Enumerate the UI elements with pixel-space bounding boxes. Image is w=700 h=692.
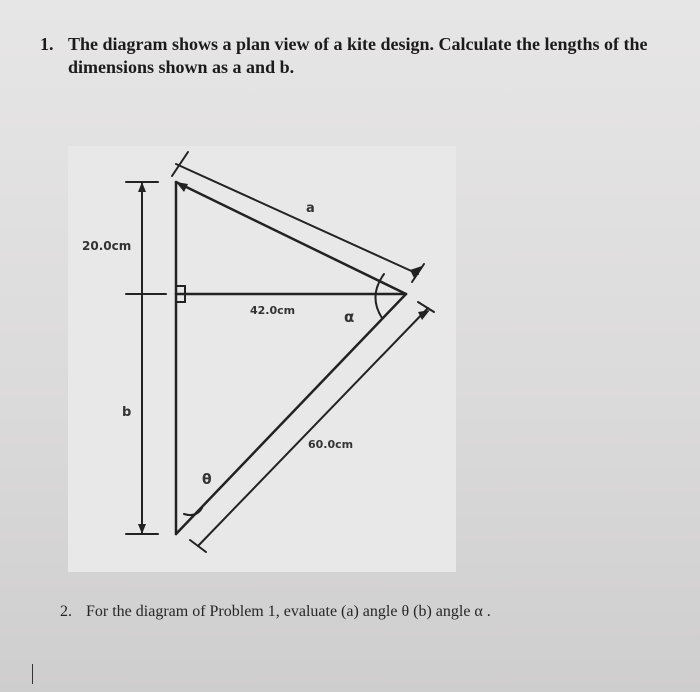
label-20cm: 20.0cm xyxy=(82,239,132,253)
label-42cm: 42.0cm xyxy=(250,304,296,317)
arrowhead-60-end xyxy=(418,310,430,320)
label-60cm: 60.0cm xyxy=(308,438,354,451)
label-alpha: α xyxy=(344,308,355,326)
arrowhead-top xyxy=(176,182,188,192)
dimension-a-tick-start xyxy=(172,152,188,176)
dimension-60-tick-start xyxy=(190,540,206,552)
arrowhead-vertical-top xyxy=(138,182,146,192)
question-2-text: For the diagram of Problem 1, evaluate (a) angle θ (b) angle α . xyxy=(86,603,491,620)
label-b: b xyxy=(122,405,132,420)
question-1-text: The diagram shows a plan view of a kite design. Calculate the lengths of the dimensions shown as a and b. xyxy=(68,34,648,77)
kite-diagram-svg xyxy=(68,146,456,572)
dimension-line-a xyxy=(176,164,418,274)
label-theta: θ xyxy=(202,472,212,488)
label-a: a xyxy=(306,201,315,216)
question-1-number: 1. xyxy=(40,34,54,54)
kite-upper-edge xyxy=(176,182,406,294)
kite-diagram xyxy=(68,146,456,572)
kite-lower-edge xyxy=(176,294,406,534)
arrowhead-vertical-bottom xyxy=(138,524,146,534)
dimension-line-60 xyxy=(198,308,428,546)
text-cursor xyxy=(32,664,33,684)
question-2-number: 2. xyxy=(60,603,72,620)
